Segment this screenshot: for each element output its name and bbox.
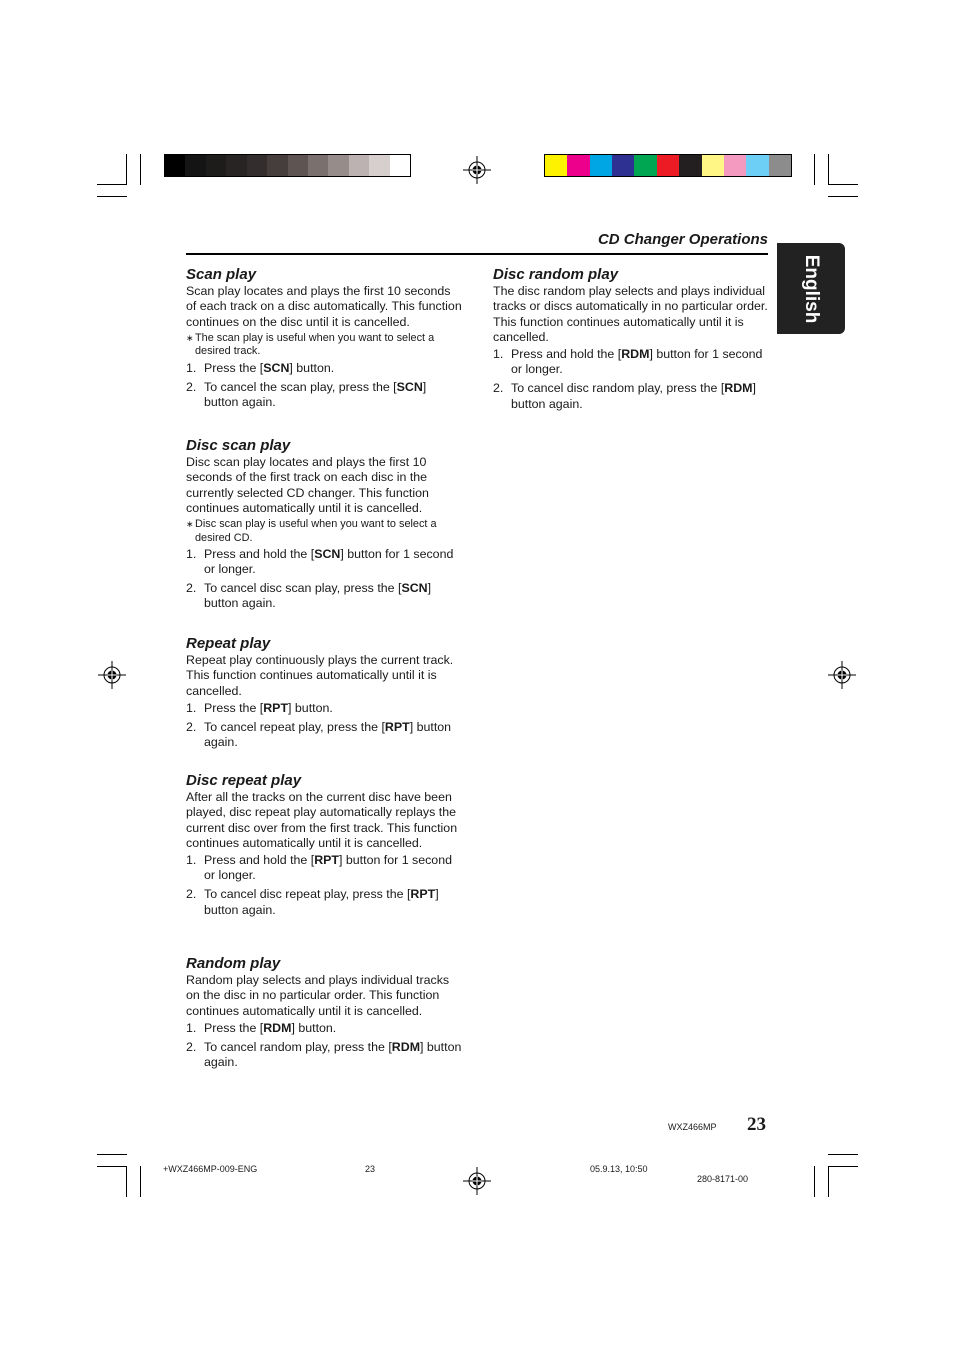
step-text: Press and hold the [ — [204, 853, 315, 868]
step-text: ] button again. — [511, 381, 756, 411]
button-key-label: SCN — [401, 581, 428, 596]
step-item — [186, 887, 462, 918]
step-list — [186, 361, 462, 410]
calibration-swatch — [612, 155, 634, 176]
calibration-swatch — [328, 155, 348, 176]
calibration-swatch — [206, 155, 226, 176]
section-body: Disc scan play locates and plays the first 10 seconds of the first track on each disc in the currently selected CD changer. This function continues automatically until it is cancelled. — [186, 455, 429, 515]
section-disc-scan-play — [186, 437, 462, 615]
step-number: 2. — [186, 581, 197, 596]
registration-target-icon — [463, 156, 491, 184]
step-number: 2. — [186, 719, 197, 734]
calibration-swatch — [634, 155, 656, 176]
button-key-label: RDM — [724, 381, 753, 396]
footer-part-number: 280-8171-00 — [697, 1174, 749, 1184]
page-number: 23 — [747, 1114, 766, 1135]
section-body: Scan play locates and plays the first 10 seconds of each track on a disc automatically. This function continues on the disc until it is cancelled. — [186, 284, 462, 329]
button-key-label: SCN — [396, 379, 423, 394]
step-item — [186, 547, 462, 578]
language-tab — [777, 243, 845, 334]
calibration-swatch — [769, 155, 791, 176]
step-number: 1. — [186, 700, 197, 715]
section-heading: Repeat play — [186, 635, 271, 652]
section-header — [186, 231, 768, 255]
step-list — [186, 1021, 462, 1070]
section-body: Repeat play continuously plays the current track. This function continues automatically until it is cancelled. — [186, 653, 454, 698]
step-text: Press the [ — [204, 360, 264, 375]
step-item — [186, 361, 462, 376]
step-text: ] button again. — [204, 379, 427, 409]
step-item — [186, 1021, 462, 1036]
step-item — [186, 701, 462, 716]
button-key-label: RPT — [314, 853, 340, 868]
button-key-label: RPT — [263, 700, 289, 715]
footer-file-name: +WXZ466MP-009-ENG — [163, 1164, 258, 1174]
button-key-label: SCN — [263, 360, 290, 375]
section-random-play — [186, 955, 462, 1074]
step-number: 1. — [493, 347, 504, 362]
calibration-swatch — [226, 155, 246, 176]
step-number: 1. — [186, 1020, 197, 1035]
calibration-swatch — [657, 155, 679, 176]
section-disc-random-play — [493, 266, 769, 415]
step-text: To cancel repeat play, press the [ — [204, 719, 385, 734]
footer-model: WXZ466MP — [668, 1122, 717, 1132]
step-text: ] button. — [288, 700, 333, 715]
step-text: ] button for 1 second or longer. — [204, 853, 452, 883]
calibration-swatch — [590, 155, 612, 176]
calibration-swatch — [369, 155, 389, 176]
calibration-swatch — [746, 155, 768, 176]
section-heading: Disc repeat play — [186, 772, 302, 789]
section-disc-repeat-play — [186, 772, 462, 921]
step-number: 2. — [493, 381, 504, 396]
step-text: ] button. — [291, 1020, 337, 1035]
calibration-swatch — [567, 155, 589, 176]
step-text: ] button again. — [204, 581, 432, 611]
section-body: After all the tracks on the current disc have been played, disc repeat play automatically replays the current disc over from the first track. This function continues automatically until it is cancelled. — [186, 790, 458, 850]
calibration-swatch — [288, 155, 308, 176]
section-body: The disc random play selects and plays individual tracks or discs automatically in no particular order. This function continues automatically until it is cancelled. — [493, 284, 768, 344]
section-body: Random play selects and plays individual tracks on the disc in no particular order. This function continues automatically until it is cancelled. — [186, 973, 450, 1018]
button-key-label: SCN — [314, 547, 341, 561]
section-repeat-play — [186, 635, 462, 754]
step-item — [186, 581, 462, 612]
section-heading: Random play — [186, 955, 281, 972]
button-key-label: RDM — [621, 347, 650, 362]
footer-sheet: 23 — [365, 1164, 376, 1174]
button-key-label: RPT — [410, 887, 436, 902]
step-text: ] button for 1 second or longer. — [204, 547, 454, 577]
registration-target-icon — [98, 661, 126, 689]
section-note: ∗ Disc scan play is useful when you want to select a desired CD. — [186, 518, 462, 545]
registration-target-icon — [463, 1167, 491, 1195]
step-number: 2. — [186, 379, 197, 394]
grayscale-calibration-bar — [164, 154, 411, 177]
section-heading: Disc scan play — [186, 437, 291, 454]
calibration-swatch — [308, 155, 328, 176]
step-list — [186, 547, 462, 612]
step-text: ] button for 1 second or longer. — [511, 347, 763, 377]
step-text: Press the [ — [204, 700, 264, 715]
step-number: 2. — [186, 1039, 197, 1054]
button-key-label: RPT — [384, 719, 410, 734]
step-number: 1. — [186, 853, 197, 868]
step-item — [186, 380, 462, 411]
calibration-swatch — [702, 155, 724, 176]
step-text: To cancel disc scan play, press the [ — [204, 581, 402, 596]
calibration-swatch — [545, 155, 567, 176]
step-text: Press the [ — [204, 1020, 264, 1035]
calibration-swatch — [349, 155, 369, 176]
calibration-swatch — [247, 155, 267, 176]
step-list — [186, 701, 462, 750]
step-text: Press and hold the [ — [204, 547, 315, 561]
step-text: ] button again. — [204, 1039, 462, 1069]
section-heading: Scan play — [186, 266, 257, 283]
step-text: To cancel the scan play, press the [ — [204, 379, 397, 394]
calibration-swatch — [390, 155, 410, 176]
step-item — [186, 1040, 462, 1071]
calibration-swatch — [679, 155, 701, 176]
step-item — [186, 720, 462, 751]
step-item — [493, 347, 769, 378]
color-calibration-bar — [544, 154, 792, 177]
step-text: ] button again. — [204, 887, 439, 917]
step-text: Press and hold the [ — [511, 347, 622, 362]
section-title: CD Changer Operations — [597, 231, 768, 248]
section-heading: Disc random play — [493, 266, 619, 283]
step-list — [493, 347, 769, 412]
button-key-label: RDM — [263, 1020, 292, 1035]
step-text: ] button again. — [204, 719, 452, 749]
step-text: ] button. — [289, 360, 335, 375]
step-text: To cancel random play, press the [ — [204, 1039, 392, 1054]
calibration-swatch — [185, 155, 205, 176]
step-list — [186, 853, 462, 918]
footer-timestamp: 05.9.13, 10:50 — [590, 1164, 648, 1174]
step-text: To cancel disc repeat play, press the [ — [204, 887, 411, 902]
step-number: 2. — [186, 887, 197, 902]
step-number: 1. — [186, 360, 197, 375]
step-text: To cancel disc random play, press the [ — [511, 381, 725, 396]
calibration-swatch — [267, 155, 287, 176]
section-note: ∗ The scan play is useful when you want to select a desired track. — [186, 332, 462, 359]
calibration-swatch — [724, 155, 746, 176]
button-key-label: RDM — [391, 1039, 421, 1054]
step-number: 1. — [186, 547, 197, 561]
language-tab-label: English — [801, 254, 822, 324]
section-scan-play — [186, 266, 462, 414]
step-item — [493, 381, 769, 412]
calibration-swatch — [165, 155, 185, 176]
registration-target-icon — [828, 661, 856, 689]
step-item — [186, 853, 462, 884]
